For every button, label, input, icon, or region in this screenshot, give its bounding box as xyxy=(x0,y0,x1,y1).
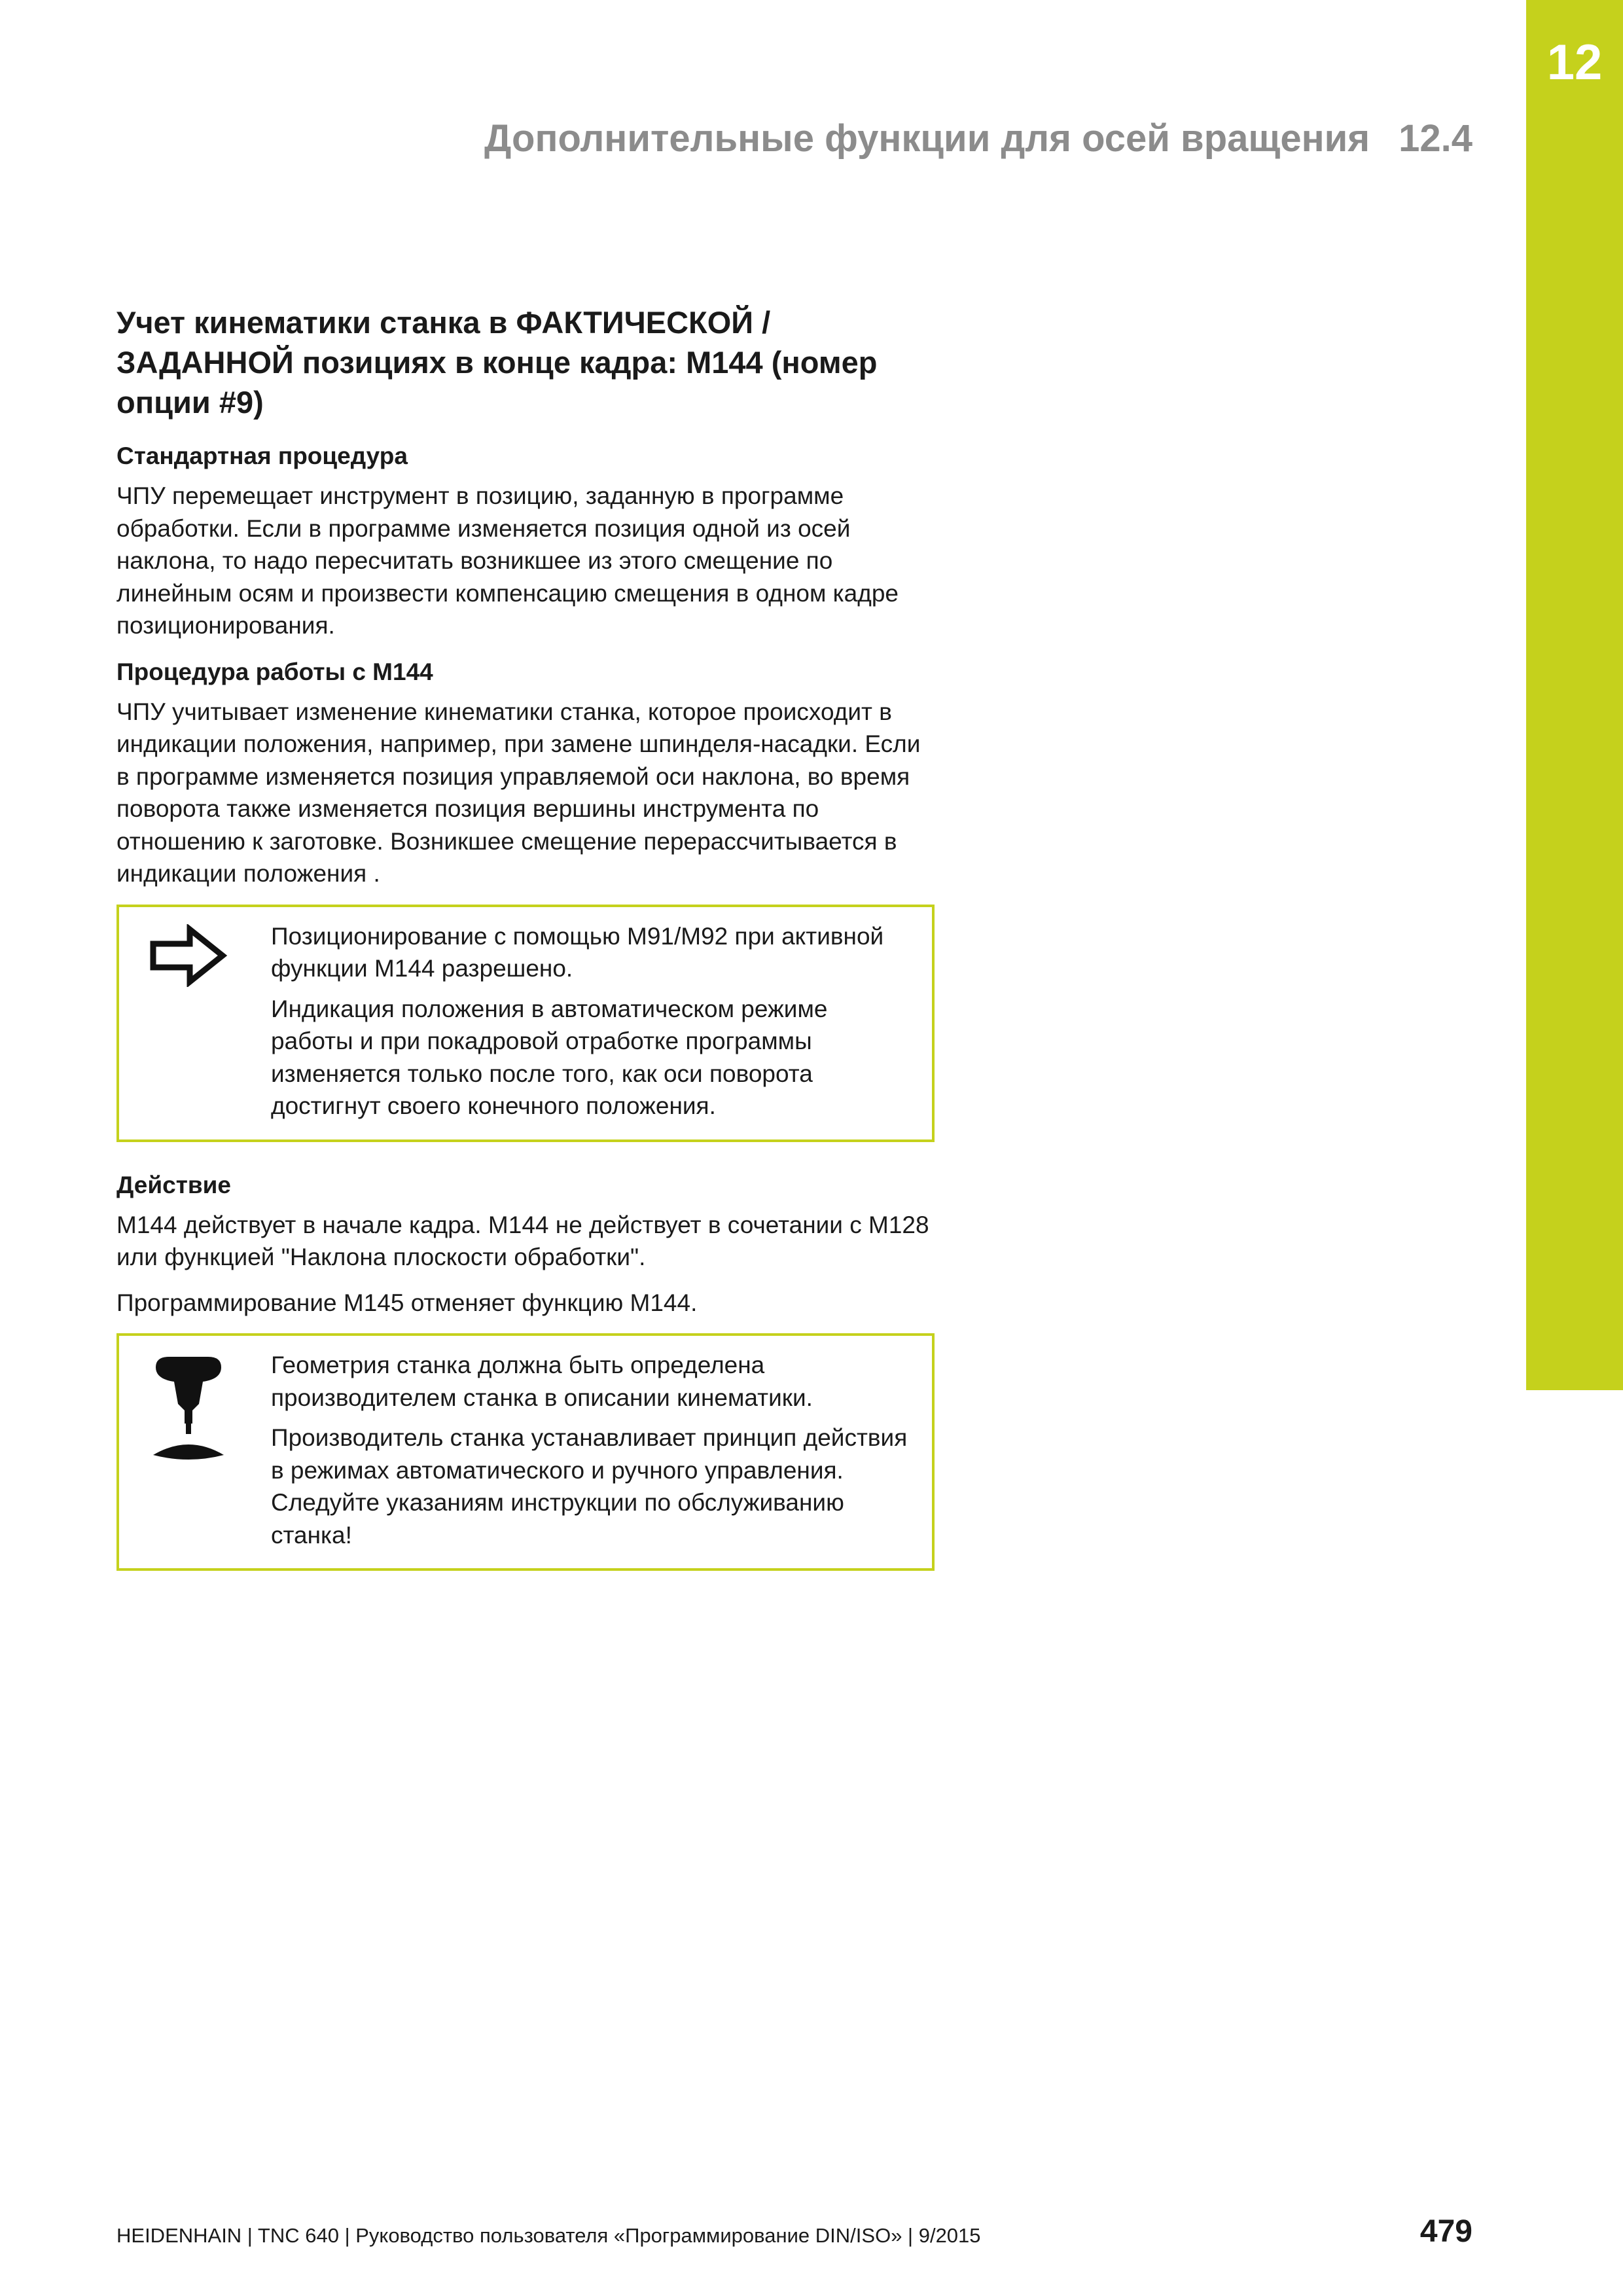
chapter-number: 12 xyxy=(1546,35,1603,90)
section-heading: Учет кинематики станка в ФАКТИЧЕСКОЙ / ЗАДАННОЙ позициях в конце кадра: M144 (номер опции #9) xyxy=(116,305,878,420)
paragraph-action: M144 действует в начале кадра. M144 не действует в сочетании с M128 или функцией "Наклона плоскости обработки". xyxy=(116,1211,929,1270)
running-header xyxy=(484,118,1472,160)
machine-note-box xyxy=(116,1333,935,1571)
arrow-right-icon xyxy=(149,924,228,990)
paragraph-action: Программирование M145 отменяет функцию M144. xyxy=(116,1289,698,1316)
machine-tool-icon xyxy=(149,1353,228,1467)
header-title: Дополнительные функции для осей вращения xyxy=(484,117,1370,160)
main-content xyxy=(116,302,935,1597)
chapter-tab xyxy=(1526,0,1623,1390)
page-number: 479 xyxy=(1419,2214,1472,2249)
hint-note-box xyxy=(116,905,935,1142)
page-footer: HEIDENHAIN | TNC 640 | Руководство пользователя «Программирование DIN/ISO» | 9/2015 xyxy=(116,2224,981,2247)
subheading-m144-procedure: Процедура работы с M144 xyxy=(116,658,433,685)
header-section: 12.4 xyxy=(1399,117,1472,160)
machine-note-text: Производитель станка устанавливает принцип действия в режимах автоматического и ручного управления. Следуйте указаниям инструкции по обслуживанию станка! xyxy=(271,1424,908,1549)
hint-note-text: Позиционирование с помощью M91/M92 при активной функции M144 разрешено. xyxy=(271,922,884,982)
subheading-standard: Стандартная процедура xyxy=(116,442,408,469)
hint-note-text: Индикация положения в автоматическом режиме работы и при покадровой отработке программы изменяется только после того, как оси поворота достигнут своего конечного положения. xyxy=(271,995,828,1119)
paragraph-m144-procedure: ЧПУ учитывает изменение кинематики станка, которое происходит в индикации положения, например, при замене шпинделя-насадки. Если в программе изменяется позиция управляемой оси наклона, во время поворота также изменяется позиция вершины инструмента по отношению к заготовке. Возникшее смещение перерассчитывается в индикации положения . xyxy=(116,698,921,887)
subheading-action: Действие xyxy=(116,1171,231,1198)
machine-note-text: Геометрия станка должна быть определена производителем станка в описании кинематики. xyxy=(271,1352,813,1411)
paragraph-standard: ЧПУ перемещает инструмент в позицию, заданную в программе обработки. Если в программе изменяется позиция одной из осей наклона, то надо пересчитать возникшее из этого смещение по линейным осям и произвести компенсацию смещения в одном кадре позиционирования. xyxy=(116,482,899,639)
